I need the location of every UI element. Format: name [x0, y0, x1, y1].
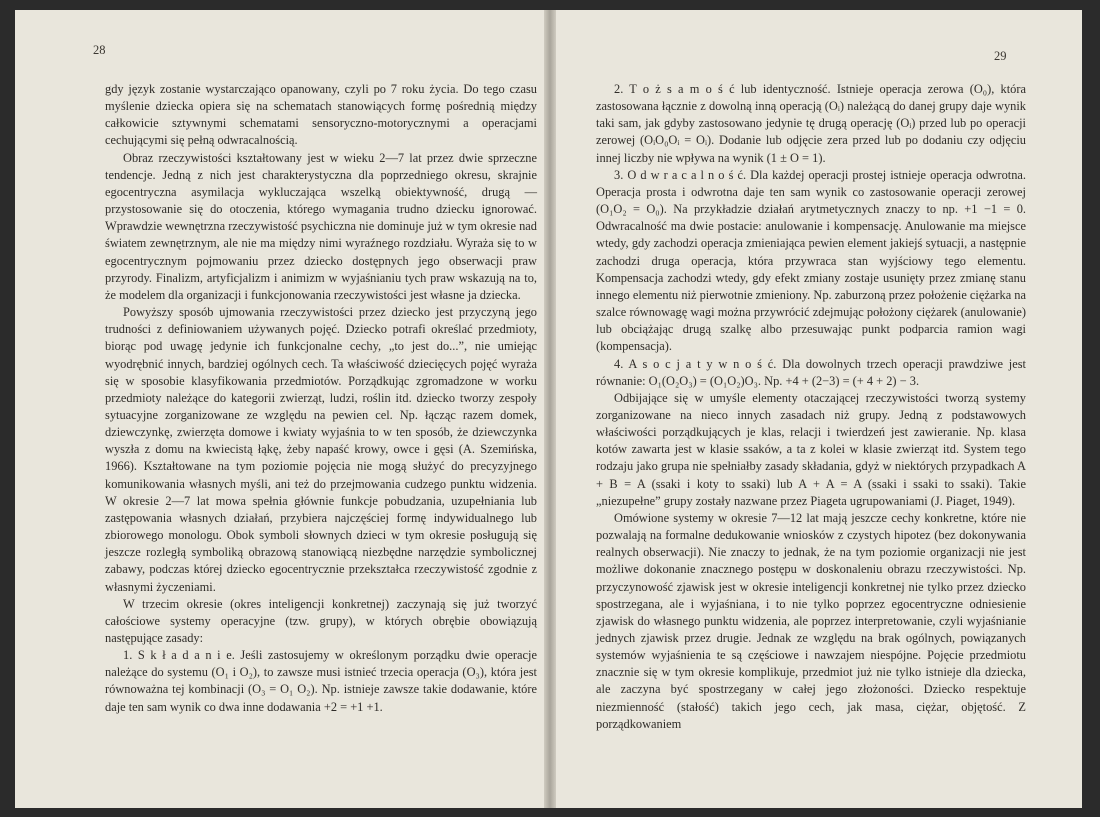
book-gutter — [544, 10, 556, 808]
paragraph: Odbijające się w umyśle elementy otaczającej rzeczywistości tworzą systemy zorganizowane na nieco innych zasadach niż grupy. Jedną z podstawowych właściwości porządkujących je klas, relacji i twierdzeń jest zawieranie. Np. klasa kotów zawarta jest w klasie ssaków, a ta z kolei w klasie zwierząt itd. System tego rodzaju jako grupa nie spełniałby zasady składania, gdyż w niektórych przypadkach A + B = A (ssaki i koty to ssaki) lub A + A = A (ssaki i ssaki to ssaki). Takie „niezupełne” grupy zostały nazwane przez Piageta ugrupowaniami (J. Piaget, 1949). — [596, 390, 1026, 508]
paragraph: Powyższy sposób ujmowania rzeczywistości przez dziecko jest przyczyną jego trudności z definiowaniem używanych pojęć. Dziecko potrafi określać przedmioty, biorąc pod uwagę jedynie ich funkcjonalne cechy, „to jest do...”, nie umiejąc wyodrębnić innych, bardziej ogólnych cech. Ta właściwość dziecięcych pojęć wyraża się w sposobie klasyfikowania przedmiotów. Porządkując zgromadzone w worku przedmioty należące do kategorii zwierząt, ludzi, roślin itd. dziecko tworzy zespoły sytuacyjne zorganizowane ze względu na pewien cel. Np. łącząc razem domek, dziewczynkę, zwierzęta domowe i kwiaty wyjaśnia to w ten sposób, że dziewczynka wyszła z domu na kwiecistą łąkę, żeby napaść krowy, owce i gęsi (A. Szemińska, 1966). Kształtowane na tym poziomie pojęcia nie mogą służyć do precyzyjnego komunikowania własnych myśli, ani też do przejmowania cudzego punktu widzenia. W okresie 2—7 lat mowa spełnia głównie funkcje pobudzania, uzupełniania lub zastępowania własnych działań, przybiera najczęściej formę indywidualnego lub zbiorowego monologu. Obok symboli słownych dzieci w tym okresie posługują się jeszcze rozległą symboliką obrazową stanowiącą niezbędne narzędzie symbolicznej zabawy, podczas której dziecko egocentrycznie przekształca rzeczywistość zgodnie z własnymi życzeniami. — [105, 305, 537, 594]
page-body — [105, 81, 537, 716]
paragraph: 2. T o ż s a m o ś ć lub identyczność. Istnieje operacja zerowa (O₀), która zastosowana łącznie z dowolną inną operacją (Oᵢ) należącą do danej grupy daje wynik taki sam, jak gdyby zastosowano jedynie tę drugą operację (Oᵢ) przed lub po operacji zerowej (OᵢO₀Oᵢ = Oᵢ). Dodanie lub odjęcie zera przed lub po dodaniu czy odjęciu innej liczby nie wpływa na wynik (1 ± O = 1). — [596, 82, 1026, 165]
left-page — [15, 10, 544, 808]
right-page — [556, 10, 1082, 808]
page-number: 29 — [994, 49, 1007, 63]
page-number: 28 — [93, 43, 106, 57]
paragraph: Obraz rzeczywistości kształtowany jest w wieku 2—7 lat przez dwie sprzeczne tendencje. Jedną z nich jest charakterystyczna dla poprzedniego okresu, skrajnie egocentryczna asymilacja wykluczająca wszelką obiektywność, drugą — przystosowanie się do otoczenia, którego wymagania trudno dziecku ignorować. Wprawdzie wewnętrzna rzeczywistość psychiczna nie dominuje już w tym okresie nad światem zewnętrznym, ale nie ma między nimi wyraźnego rozdziału. Wyraża się to w egocentrycznym pojmowaniu przez dziecko dostępnych jego obserwacji praw przyrody. Finalizm, artyficjalizm i animizm w wyjaśnianiu tych praw wskazują na to, że modelem dla organizacji i funkcjonowania rzeczywistości jest własne ja dziecka. — [105, 150, 537, 302]
paragraph: Omówione systemy w okresie 7—12 lat mają jeszcze cechy konkretne, które nie pozwalają na formalne dedukowanie wniosków z czystych hipotez (bez dokonywania realnych obserwacji). Nie znaczy to jednak, że na tym poziomie organizacji nie jest możliwe dokonanie znacznego postępu w doskonaleniu obrazu rzeczywistości. Np. przyczynowość zjawisk jest w okresie inteligencji konkretnej nie tylko przez dziecko spostrzegana, ale i wyjaśniana, i to nie tylko poprzez egocentryczne odniesienie zjawisk do własnego punktu widzenia, ale poprzez interpretowanie, czyli wyjaśnianie jednych zjawisk przez drugie. Jednak ze względu na brak ogólnych, powiązanych systemów wyjaśnienia te są częściowe i nawzajem niespójne. Pojęcie przedmiotu znacznie się w tym okresie komplikuje, przedmiot już nie tylko istnieje dla dziecka, ale zaczyna być spostrzegany w całej jego złożoności. Dziecko respektuje niezmienność (stałość) takich jego cech, jak masa, ciężar, objętość. Z porządkowaniem — [596, 510, 1026, 731]
paragraph: 3. O d w r a c a l n o ś ć. Dla każdej operacji prostej istnieje operacja odwrotna. Operacja prosta i odwrotna daje ten sam wynik co zastosowanie operacji zerowej (O₁O₂ = O₀). Na przykładzie działań arytmetycznych znaczy to np. +1 −1 = 0. Odwracalność ma dwie postacie: anulowanie i kompensację. Anulowanie ma miejsce wtedy, gdy zachodzi operacja zmieniająca pewien element jakiejś sytuacji, a następnie zachodzi druga operacja, która przywraca stan wyjściowy tego elementu. Kompensacja zachodzi wtedy, gdy efekt zmiany zostaje usunięty przez zmianę stanu innego elementu niż pierwotnie zmieniony. Np. zaburzoną przez położenie ciężarka na szalce równowagę wagi można przywrócić zdejmując położony ciężarek (anulowanie) lub obciążając drugą szalkę albo przesuwając punkt podparcia ramion wagi (kompensacja). — [596, 167, 1026, 354]
page-body — [596, 81, 1026, 733]
paragraph: W trzecim okresie (okres inteligencji konkretnej) zaczynają się już tworzyć całościowe systemy operacyjne (tzw. grupy), w których obrębie obowiązują następujące zasady: — [105, 596, 537, 645]
paragraph: gdy język zostanie wystarczająco opanowany, czyli po 7 roku życia. Do tego czasu myślenie dziecka opiera się na schematach stanowiących formę pośrednią między całkowicie sztywnymi schematami sensoryczno-motorycznymi a operacjami cechującymi się pełną odwracalnością. — [105, 82, 537, 148]
paragraph: 4. A s o c j a t y w n o ś ć. Dla dowolnych trzech operacji prawdziwe jest równanie: O₁(O₂O₃) = (O₁O₂)O₃. Np. +4 + (2−3) = (+ 4 + 2) − 3. — [596, 356, 1026, 388]
paragraph: 1. S k ł a d a n i e. Jeśli zastosujemy w określonym porządku dwie operacje należące do systemu (O₁ i O₂), to zawsze musi istnieć trzecia operacja (O₃), która jest równoważna tej kombinacji (O₃ = O₁ O₂). Np. istnieje zawsze takie dodawanie, które daje ten sam wynik co dwa inne dodawania +2 = +1 +1. — [105, 648, 537, 714]
